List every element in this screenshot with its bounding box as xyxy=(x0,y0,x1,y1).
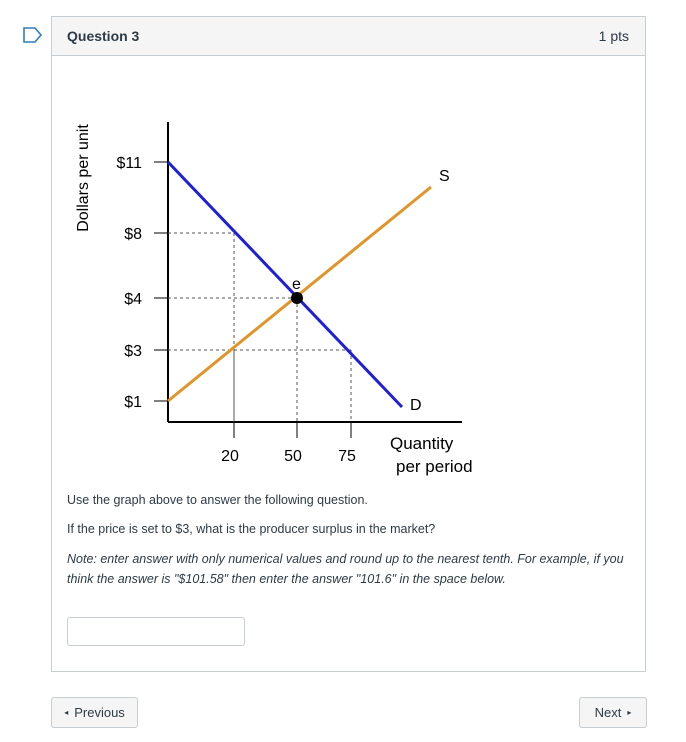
next-label: Next xyxy=(594,705,622,720)
y-tick-label: $11 xyxy=(116,155,142,172)
question-points: 1 pts xyxy=(598,28,629,44)
x-tick-label: 20 xyxy=(221,448,239,465)
next-button[interactable] xyxy=(579,697,647,728)
demand-curve xyxy=(168,162,402,407)
equilibrium-point xyxy=(291,292,303,304)
equilibrium-label: e xyxy=(292,276,301,293)
y-axis-label: Dollars per unit xyxy=(75,124,92,232)
x-axis-label-line2: per period xyxy=(396,457,473,476)
prompt-question: If the price is set to $3, what is the producer surplus in the market? xyxy=(67,522,436,536)
answer-note: Note: enter answer with only numerical values and round up to the nearest tenth. For example, if you think the answer is "$101.58" then enter the answer "101.6" in the space below. xyxy=(67,552,624,586)
answer-input[interactable] xyxy=(67,617,245,646)
previous-button[interactable] xyxy=(51,697,138,728)
question-title: Question 3 xyxy=(67,28,140,44)
chevron-right-icon: ▸ xyxy=(627,708,632,717)
y-tick-label: $4 xyxy=(124,291,142,308)
y-tick-label: $8 xyxy=(124,226,142,243)
x-tick-label: 50 xyxy=(284,448,302,465)
x-axis-label-line1: Quantity xyxy=(390,434,454,453)
demand-label: D xyxy=(410,397,422,414)
y-tick-label: $1 xyxy=(124,394,142,411)
prompt-instruction: Use the graph above to answer the following question. xyxy=(67,493,368,507)
previous-label: Previous xyxy=(74,705,125,720)
supply-label: S xyxy=(439,168,450,185)
chevron-left-icon: ◂ xyxy=(64,708,69,717)
y-tick-label: $3 xyxy=(124,343,142,360)
x-tick-label: 75 xyxy=(338,448,356,465)
